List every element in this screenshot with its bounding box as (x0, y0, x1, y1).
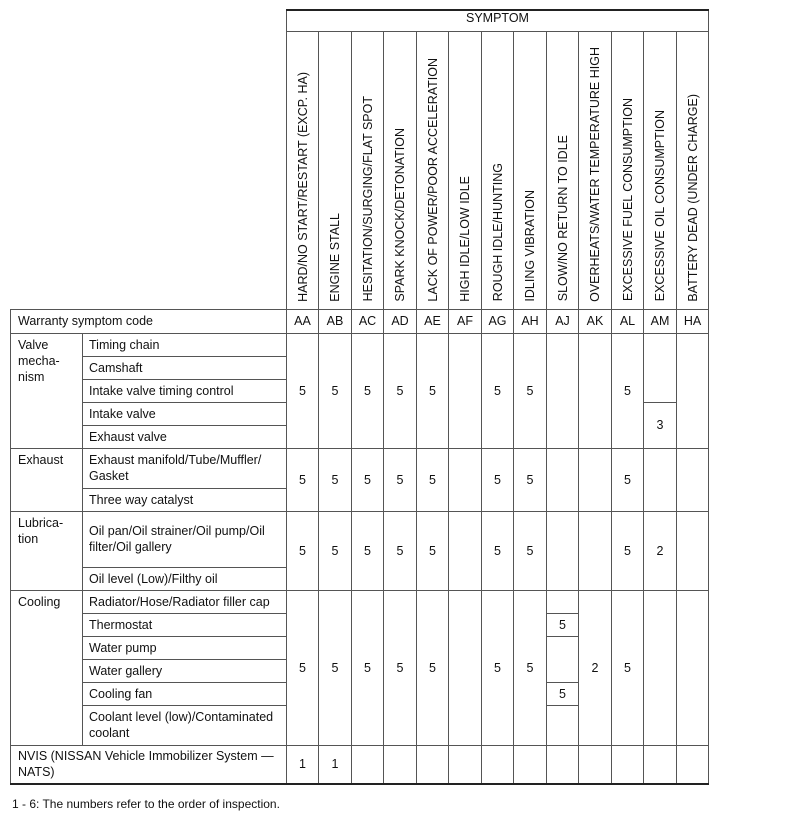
warranty-code-row (11, 309, 709, 333)
value-cell: 5 (287, 511, 319, 590)
value-cell: 5 (482, 333, 514, 448)
value-cell: 5 (319, 333, 352, 448)
category-exhaust: Exhaust (11, 448, 83, 511)
value-cell (482, 745, 514, 784)
part-oil-pan: Oil pan/Oil strainer/Oil pump/Oil filter/Oil gallery (83, 511, 287, 567)
value-cell: 5 (384, 333, 417, 448)
table-row (11, 511, 709, 567)
table-row (11, 448, 709, 488)
symptom-column-header (547, 31, 579, 309)
symptom-label: ENGINE STALL (328, 212, 342, 302)
value-cell (352, 745, 384, 784)
value-cell: 5 (514, 511, 547, 590)
value-cell: 5 (319, 448, 352, 511)
value-cell: 5 (417, 511, 449, 590)
symptom-column-header (612, 31, 644, 309)
symptom-column-header (319, 31, 352, 309)
value-cell: 5 (514, 333, 547, 448)
value-cell: 5 (482, 590, 514, 745)
value-cell (514, 745, 547, 784)
symptom-label: HARD/NO START/RESTART (EXCP. HA) (295, 71, 310, 302)
warranty-code: AG (482, 309, 514, 333)
symptom-label: EXCESSIVE OIL CONSUMPTION (653, 110, 667, 302)
part-intake-valve-timing-control: Intake valve timing control (83, 379, 287, 402)
symptom-column-header (449, 31, 482, 309)
value-cell (579, 511, 612, 590)
value-cell: 2 (644, 511, 677, 590)
value-cell (644, 745, 677, 784)
value-cell: 5 (612, 511, 644, 590)
value-cell: 5 (514, 448, 547, 511)
value-cell-al-cooling: 5 (612, 590, 644, 745)
value-cell: 5 (352, 590, 384, 745)
value-cell: 1 (287, 745, 319, 784)
value-cell (677, 745, 709, 784)
value-cell (677, 448, 709, 511)
footnote: 1 - 6: The numbers refer to the order of inspection. (12, 797, 280, 811)
value-cell: 5 (417, 333, 449, 448)
value-cell (417, 745, 449, 784)
symptom-label: HIGH IDLE/LOW IDLE (458, 175, 472, 302)
warranty-code: AC (352, 309, 384, 333)
value-cell (547, 590, 579, 613)
part-water-gallery: Water gallery (83, 659, 287, 682)
value-cell: 5 (384, 448, 417, 511)
warranty-code-label: Warranty symptom code (11, 309, 287, 333)
value-cell (547, 705, 579, 745)
symptom-label: BATTERY DEAD (UNDER CHARGE) (685, 93, 700, 302)
symptom-label: LACK OF POWER/POOR ACCELERATION (425, 57, 440, 302)
value-cell: 5 (417, 590, 449, 745)
part-exhaust-manifold: Exhaust manifold/Tube/Muffler/ Gasket (83, 448, 287, 488)
value-cell: 5 (319, 511, 352, 590)
value-cell: 5 (384, 511, 417, 590)
value-cell (644, 590, 677, 745)
table-row (11, 745, 709, 784)
warranty-code: AM (644, 309, 677, 333)
value-cell: 5 (514, 590, 547, 745)
category-nvis: NVIS (NISSAN Vehicle Immobilizer System — NATS) (11, 745, 287, 784)
value-cell: 5 (319, 590, 352, 745)
part-water-pump: Water pump (83, 636, 287, 659)
symptom-label: IDLING VIBRATION (523, 189, 537, 302)
category-lubrication: Lubrica-tion (11, 511, 83, 590)
value-cell: 5 (287, 590, 319, 745)
category-cooling: Cooling (11, 590, 83, 745)
symptom-column-header (514, 31, 547, 309)
part-intake-valve: Intake valve (83, 402, 287, 425)
value-cell (579, 448, 612, 511)
value-cell-aj-thermostat: 5 (547, 613, 579, 636)
value-cell: 5 (482, 448, 514, 511)
symptom-header: SYMPTOM (287, 10, 709, 31)
warranty-code: AA (287, 309, 319, 333)
value-cell (579, 333, 612, 448)
part-cooling-fan: Cooling fan (83, 682, 287, 705)
symptom-column-header (579, 31, 612, 309)
corner-cell (11, 10, 287, 309)
value-cell: 5 (352, 511, 384, 590)
value-cell (677, 511, 709, 590)
value-cell: 5 (287, 333, 319, 448)
value-cell (547, 636, 579, 682)
value-cell-am-valve: 3 (644, 402, 677, 448)
warranty-code: AL (612, 309, 644, 333)
symptom-label: SPARK KNOCK/DETONATION (393, 127, 407, 302)
value-cell: 5 (417, 448, 449, 511)
warranty-code: AD (384, 309, 417, 333)
value-cell (449, 511, 482, 590)
symptom-diagnosis-table (10, 9, 709, 785)
value-cell: 5 (482, 511, 514, 590)
symptom-column-header (644, 31, 677, 309)
part-coolant-level: Coolant level (low)/Contaminated coolant (83, 705, 287, 745)
part-timing-chain: Timing chain (83, 333, 287, 356)
value-cell (547, 333, 579, 448)
warranty-code: AJ (547, 309, 579, 333)
value-cell (384, 745, 417, 784)
warranty-code: AH (514, 309, 547, 333)
symptom-column-header (677, 31, 709, 309)
part-exhaust-valve: Exhaust valve (83, 425, 287, 448)
value-cell-ak-cooling: 2 (579, 590, 612, 745)
value-cell (547, 448, 579, 511)
warranty-code: HA (677, 309, 709, 333)
warranty-code: AK (579, 309, 612, 333)
value-cell (449, 448, 482, 511)
value-cell (677, 590, 709, 745)
symptom-label: ROUGH IDLE/HUNTING (490, 163, 505, 302)
symptom-column-header (352, 31, 384, 309)
value-cell (547, 745, 579, 784)
value-cell: 5 (352, 333, 384, 448)
table-row (11, 590, 709, 613)
symptom-label: HESITATION/SURGING/FLAT SPOT (360, 96, 375, 302)
value-cell: 5 (287, 448, 319, 511)
table-row (11, 333, 709, 356)
category-valve-mechanism: Valve mecha-nism (11, 333, 83, 448)
value-cell (677, 333, 709, 448)
value-cell (612, 745, 644, 784)
value-cell (547, 511, 579, 590)
value-cell-aj-cooling-fan: 5 (547, 682, 579, 705)
part-camshaft: Camshaft (83, 356, 287, 379)
value-cell (644, 333, 677, 402)
value-cell (644, 448, 677, 511)
value-cell (449, 590, 482, 745)
value-cell (579, 745, 612, 784)
value-cell: 5 (352, 448, 384, 511)
part-thermostat: Thermostat (83, 613, 287, 636)
part-oil-level: Oil level (Low)/Filthy oil (83, 567, 287, 590)
symptom-header-row (11, 10, 709, 31)
symptom-column-header (482, 31, 514, 309)
symptom-label: EXCESSIVE FUEL CONSUMPTION (620, 98, 635, 302)
part-three-way-catalyst: Three way catalyst (83, 488, 287, 511)
symptom-label: OVERHEATS/WATER TEMPERATURE HIGH (588, 46, 602, 302)
value-cell (449, 333, 482, 448)
value-cell: 5 (612, 333, 644, 448)
part-radiator: Radiator/Hose/Radiator filler cap (83, 590, 287, 613)
warranty-code: AB (319, 309, 352, 333)
value-cell: 5 (612, 448, 644, 511)
value-cell: 1 (319, 745, 352, 784)
warranty-code: AF (449, 309, 482, 333)
symptom-label: SLOW/NO RETURN TO IDLE (555, 135, 570, 302)
value-cell: 5 (384, 590, 417, 745)
symptom-column-header (384, 31, 417, 309)
value-cell (449, 745, 482, 784)
warranty-code: AE (417, 309, 449, 333)
symptom-column-header (287, 31, 319, 309)
symptom-column-header (417, 31, 449, 309)
